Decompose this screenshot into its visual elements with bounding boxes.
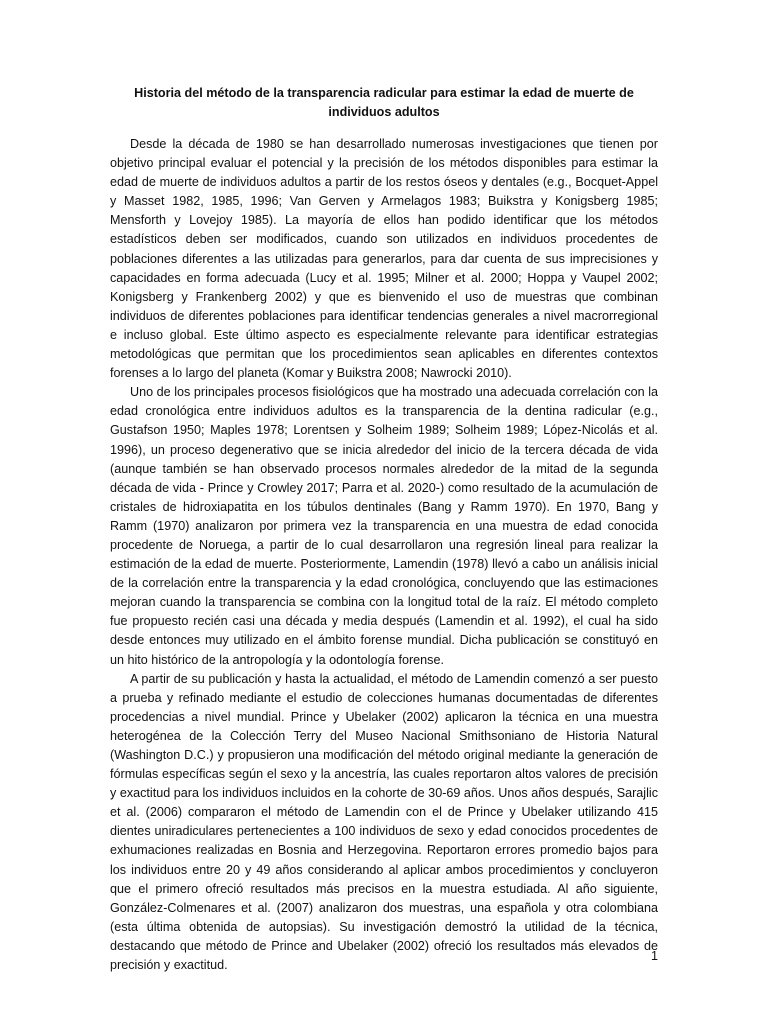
body-paragraph-2: Uno de los principales procesos fisiológicos que ha mostrado una adecuada correlación con la edad cronológica entre individuos adultos es la transparencia de la dentina radicular (e.g., Gustafson 1950; Maples 1978; Lorentsen y Solheim 1989; Solheim 1989; López-Nicolás et al. 1996), un proceso degenerativo que se inicia alrededor del inicio de la tercera década de vida (aunque también se han observado procesos normales alrededor de la mitad de la segunda década de vida - Prince y Crowley 2017; Parra et al. 2020-) como resultado de la acumulación de cristales de hidroxiapatita en los túbulos dentinales (Bang y Ramm 1970). En 1970, Bang y Ramm (1970) analizaron por primera vez la transparencia en una muestra de edad conocida procedente de Noruega, a partir de lo cual desarrollaron una regresión lineal para realizar la estimación de la edad de muerte. Posteriormente, Lamendin (1978) llevó a cabo un análisis inicial de la correlación entre la transparencia y la edad cronológica, concluyendo que las estimaciones mejoran cuando la transparencia se combina con la longitud total de la raíz. El método completo fue propuesto recién casi una década y media después (Lamendin et al. 1992), el cual ha sido desde entonces muy utilizado en el ámbito forense mundial. Dicha publicación se constituyó en un hito histórico de la antropología y la odontología forense. [110, 385, 658, 667]
document-body [110, 135, 658, 975]
body-paragraph-1: Desde la década de 1980 se han desarrollado numerosas investigaciones que tienen por objetivo principal evaluar el potencial y la precisión de los métodos disponibles para estimar la edad de muerte de individuos adultos a partir de los restos óseos y dentales (e.g., Bocquet-Appel y Masset 1982, 1985, 1996; Van Gerven y Armelagos 1983; Buikstra y Konigsberg 1985; Mensforth y Lovejoy 1985). La mayoría de ellos han podido identificar que los métodos estadísticos deben ser modificados, cuando son utilizados en individuos procedentes de poblaciones diferentes a las utilizadas para generarlos, para dar cuenta de sus imprecisiones y capacidades en forma adecuada (Lucy et al. 1995; Milner et al. 2000; Hoppa y Vaupel 2002; Konigsberg y Frankenberg 2002) y que es bienvenido el uso de muestras que combinan individuos de diferentes poblaciones para identificar tendencias generales a nivel macrorregional e incluso global. Este último aspecto es especialmente relevante para identificar estrategias metodológicas que permitan que los procedimientos sean aplicables en diferentes contextos forenses a lo largo del planeta (Komar y Buikstra 2008; Nawrocki 2010). [110, 137, 658, 381]
page-number: 1 [650, 949, 658, 963]
document-title: Historia del método de la transparencia radicular para estimar la edad de muerte de individuos adultos [134, 86, 634, 119]
body-paragraph-3: A partir de su publicación y hasta la actualidad, el método de Lamendin comenzó a ser puesto a prueba y refinado mediante el estudio de colecciones humanas documentadas de diferentes procedencias a nivel mundial. Prince y Ubelaker (2002) aplicaron la técnica en una muestra heterogénea de la Colección Terry del Museo Nacional Smithsoniano de Historia Natural (Washington D.C.) y propusieron una modificación del método original mediante la generación de fórmulas específicas según el sexo y la ancestría, las cuales reportaron altos valores de precisión y exactitud para los individuos incluidos en la cohorte de 30-69 años. Unos años después, Sarajlic et al. (2006) compararon el método de Lamendin con el de Prince y Ubelaker utilizando 415 dientes uniradiculares pertenecientes a 100 individuos de sexo y edad conocidos procedentes de exhumaciones realizadas en Bosnia and Herzegovina. Reportaron errores promedio bajos para los individuos entre 20 y 49 años considerando al aplicar ambos procedimientos y concluyeron que el primero ofreció resultados más precisos en la muestra estudiada. Al año siguiente, González-Colmenares et al. (2007) analizaron dos muestras, una española y otra colombiana (esta última obtenida de autopsias). Su investigación demostró la utilidad de la técnica, destacando que método de Prince and Ubelaker (2002) ofreció los resultados más elevados de precisión y exactitud. [110, 671, 658, 973]
